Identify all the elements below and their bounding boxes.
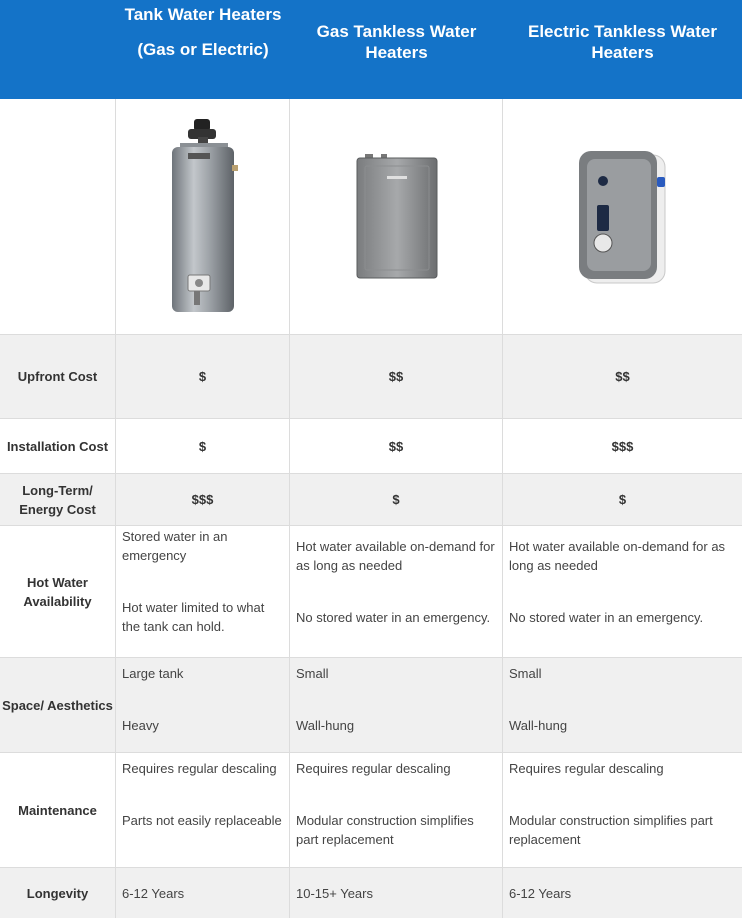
label-longevity: Longevity <box>0 868 116 918</box>
header-gas-tankless <box>290 0 503 99</box>
row-installation-cost <box>0 419 742 474</box>
tank-hot-water-line2: Hot water limited to what the tank can hold. <box>122 600 265 634</box>
table-header <box>0 0 742 99</box>
header-tank-subtitle: (Gas or Electric) <box>137 40 269 59</box>
label-space-aesthetics: Space/ Aesthetics <box>0 658 116 752</box>
label-maintenance: Maintenance <box>0 753 116 867</box>
tank-space-line2: Heavy <box>122 718 159 733</box>
tank-maintenance-line2: Parts not easily replaceable <box>122 813 282 828</box>
tank-upfront-cost: $ <box>116 335 290 418</box>
row-space-aesthetics <box>0 658 742 753</box>
row-maintenance <box>0 753 742 868</box>
row-upfront-cost <box>0 335 742 419</box>
tank-maintenance <box>116 753 290 867</box>
electric-longevity: 6-12 Years <box>509 885 572 901</box>
row-longterm-cost <box>0 474 742 526</box>
gas-hot-water-line1: Hot water available on-demand for as long as needed <box>296 539 495 573</box>
header-tank-title: Tank Water Heaters <box>124 5 282 24</box>
label-longterm-cost: Long-Term/ Energy Cost <box>0 474 116 525</box>
gas-installation-cost: $$ <box>290 419 503 473</box>
header-gas-title: Gas Tankless Water Heaters <box>316 22 477 62</box>
label-upfront-cost: Upfront Cost <box>0 335 116 418</box>
electric-hot-water-line2: No stored water in an emergency. <box>509 610 704 625</box>
electric-upfront-cost: $$ <box>615 369 630 384</box>
gas-upfront-cost: $$ <box>290 335 503 418</box>
image-row <box>0 99 742 335</box>
tank-longterm-cost: $$$ <box>116 474 290 525</box>
electric-tankless-illustration <box>573 147 673 287</box>
gas-space-line1: Small <box>296 666 329 681</box>
tank-installation-cost: $ <box>116 419 290 473</box>
tank-heater-image <box>116 99 290 334</box>
tank-hot-water-line1: Stored water in an emergency <box>122 529 228 563</box>
tank-maintenance-line1: Requires regular descaling <box>122 761 277 776</box>
tank-longevity: 6-12 Years <box>116 868 290 918</box>
header-electric-tankless <box>503 0 742 99</box>
image-row-empty <box>0 99 116 334</box>
label-installation-cost: Installation Cost <box>0 419 116 473</box>
gas-tankless-illustration <box>351 152 441 282</box>
gas-space <box>290 658 503 752</box>
electric-space <box>503 658 742 752</box>
row-longevity <box>0 868 742 918</box>
row-hot-water <box>0 526 742 658</box>
gas-longterm-cost: $ <box>290 474 503 525</box>
electric-hot-water-line1: Hot water available on-demand for as long as needed <box>509 539 726 573</box>
header-electric-title: Electric Tankless Water Heaters <box>528 22 717 62</box>
gas-hot-water <box>290 526 503 657</box>
electric-space-line1: Small <box>509 666 542 681</box>
tank-space-line1: Large tank <box>122 666 184 681</box>
header-tank <box>116 0 290 99</box>
electric-maintenance-line1: Requires regular descaling <box>509 761 664 776</box>
gas-longevity: 10-15+ Years <box>290 868 503 918</box>
gas-maintenance-line2: Modular construction simplifies part replacement <box>296 813 474 847</box>
electric-hot-water <box>503 526 742 657</box>
gas-maintenance <box>290 753 503 867</box>
gas-space-line2: Wall-hung <box>296 718 355 733</box>
gas-tankless-image <box>290 99 503 334</box>
electric-maintenance-line2: Modular construction simplifies part replacement <box>509 813 713 847</box>
label-hot-water: Hot Water Availability <box>0 526 116 657</box>
header-empty-cell <box>0 0 116 99</box>
tank-hot-water <box>116 526 290 657</box>
gas-maintenance-line1: Requires regular descaling <box>296 761 451 776</box>
tank-space <box>116 658 290 752</box>
gas-hot-water-line2: No stored water in an emergency. <box>296 610 491 625</box>
electric-maintenance <box>503 753 742 867</box>
tank-heater-illustration <box>158 117 248 317</box>
electric-installation-cost: $$$ <box>611 438 634 454</box>
electric-space-line2: Wall-hung <box>509 718 568 733</box>
electric-longterm-cost: $ <box>618 492 627 507</box>
electric-tankless-image <box>503 99 742 334</box>
